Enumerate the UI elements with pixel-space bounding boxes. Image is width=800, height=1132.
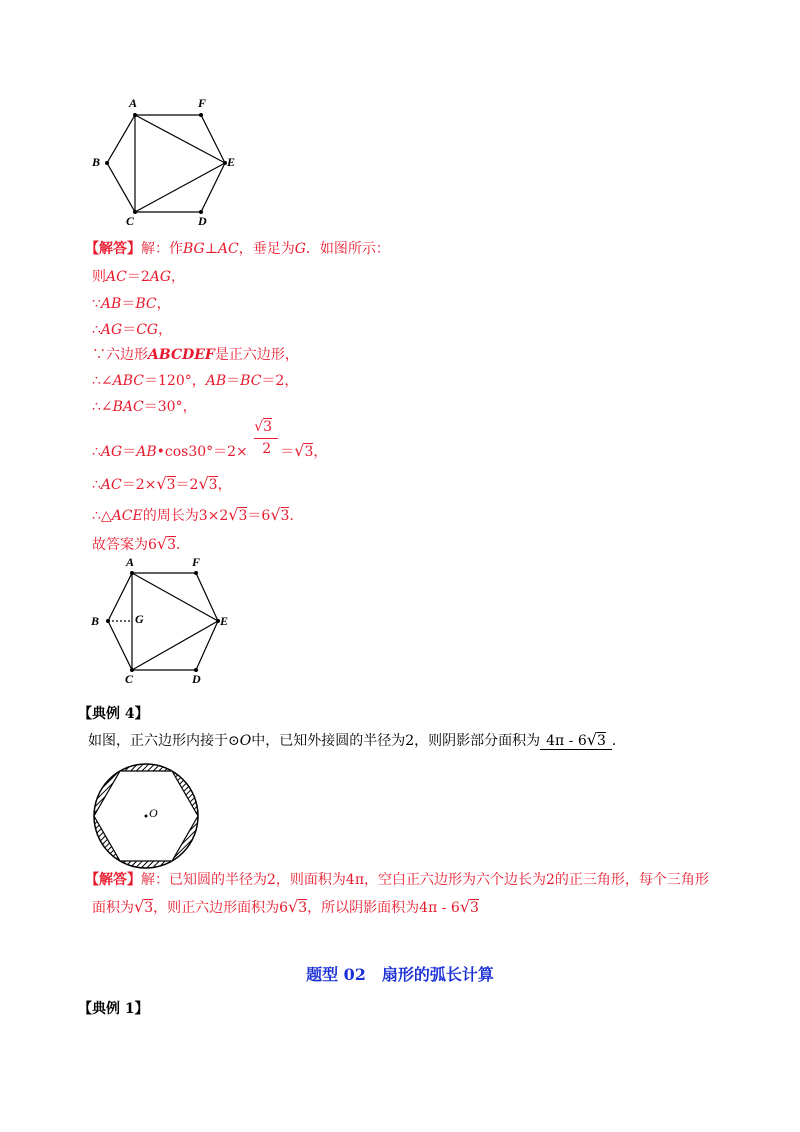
circle-hexagon-diagram xyxy=(90,760,202,872)
label-c-2: C xyxy=(125,672,134,686)
label-e: E xyxy=(227,155,236,169)
label-c: C xyxy=(126,214,135,228)
solution-line-5: ∵六边形ABCDEF是正六边形， xyxy=(92,347,299,363)
label-b-2: B xyxy=(91,614,100,628)
label-g-2: G xyxy=(135,612,144,626)
example-4-question: 如图，正六边形内接于⊙O中，已知外接圆的半径为2，则阴影部分面积为 4π - 6√3 ． xyxy=(88,730,626,749)
solution-line-1: 【解答】解：作BG⊥AC，垂足为G．如图所示： xyxy=(85,241,390,257)
label-a-2: A xyxy=(126,555,135,569)
solution-line-3: ∵AB＝BC， xyxy=(92,296,171,312)
segment-ae xyxy=(135,115,225,163)
solution-4-line-1: 【解答】解：已知圆的半径为2，则面积为4π，空白正六边形为六个边长为2的正三角形，每个三角形 xyxy=(85,872,709,888)
example-1-heading: 【典例 1】 xyxy=(78,1001,149,1017)
section-title: 题型 02 扇形的弧长计算 xyxy=(306,965,494,984)
segment-ae-2 xyxy=(132,573,218,621)
segment-ce-2 xyxy=(132,621,218,670)
solution-line-8: ∴AG＝AB•cos30°＝2× $\frac{√3}{2}$ ＝√3， xyxy=(92,419,328,460)
solution-4-tag: 【解答】 xyxy=(85,872,141,888)
label-b: B xyxy=(92,155,101,169)
center-point xyxy=(145,815,148,818)
answer-blank: 4π - 6√3 xyxy=(540,733,612,750)
figure-circle-hexagon xyxy=(90,760,202,872)
solution-line-6: ∴∠ABC＝120°，AB＝BC＝2， xyxy=(92,373,299,389)
solution-line-11: 故答案为6√3． xyxy=(92,534,191,553)
solution-line-10: ∴△ACE的周长为3×2√3＝6√3． xyxy=(92,505,304,524)
solution-line-9: ∴AC＝2×√3＝2√3， xyxy=(92,474,232,493)
label-a: A xyxy=(129,96,138,110)
example-4-heading: 【典例 4】 xyxy=(78,706,149,722)
label-d: D xyxy=(198,214,207,228)
label-f-2: F xyxy=(192,555,201,569)
solution-line-4: ∴AG＝CG， xyxy=(92,322,173,338)
label-e-2: E xyxy=(220,614,229,628)
segment-ce xyxy=(135,163,225,212)
label-o: O xyxy=(149,806,158,820)
label-d-2: D xyxy=(192,672,201,686)
figure-hexagon-2 xyxy=(88,556,248,691)
hexagon-diagram-1 xyxy=(88,96,248,231)
solution-4-line-2: 面积为√3，则正六边形面积为6√3，所以阴影面积为4π - 6√3 xyxy=(92,897,479,916)
hexagon-outline xyxy=(107,115,225,212)
label-f: F xyxy=(198,96,207,110)
solution-line-7: ∴∠BAC＝30°， xyxy=(92,399,197,415)
solution-tag: 【解答】 xyxy=(85,241,141,257)
fraction-root3-over-2: $\frac{√3}{2}$ xyxy=(252,442,280,460)
solution-line-2: 则AC＝2AG， xyxy=(92,269,186,285)
figure-hexagon-1 xyxy=(88,96,248,231)
